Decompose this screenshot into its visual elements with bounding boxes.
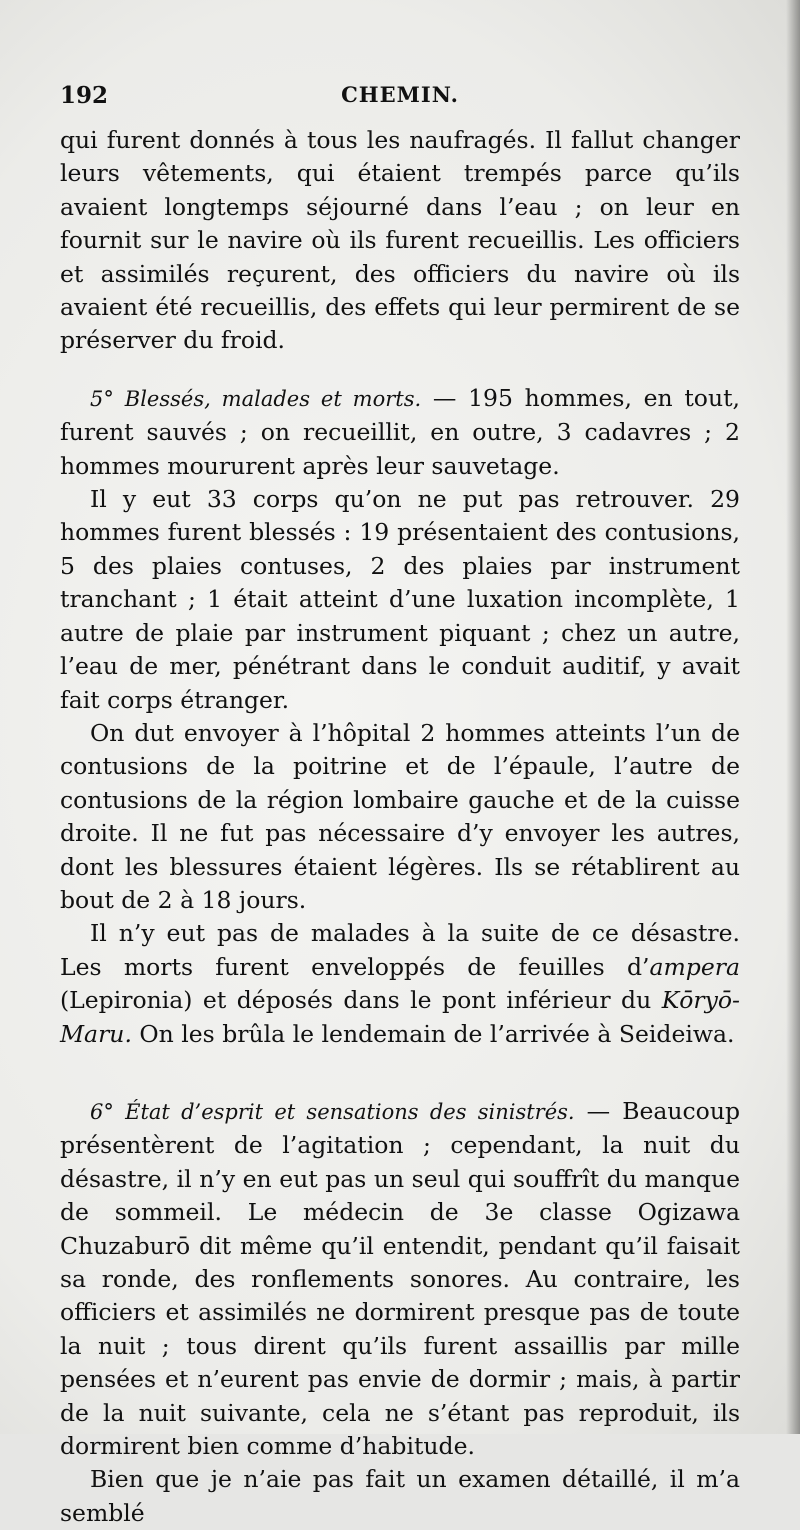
section-heading: 5° Blessés, malades et morts.: [90, 386, 422, 411]
paragraph-text: Il n’y eut pas de malades à la suite de ce désastre. Les morts furent enveloppés de feuilles d’: [60, 919, 740, 981]
section-paragraph: [60, 382, 740, 483]
paragraph-text: (Lepironia) et déposés dans le pont inférieur du: [60, 986, 662, 1015]
ship-name: Kōryō-Maru.: [60, 986, 740, 1048]
paragraph: qui furent donnés à tous les naufragés. Il fallut changer leurs vêtements, qui étaient trempés parce qu’ils avaient longtemps séjourné dans l’eau ; on leur en fournit sur le navire où ils furent recueillis. Les officiers et assimilés reçurent, des officiers du navire où ils avaient été recueillis, des effets qui leur permirent de se préserver du froid.: [60, 126, 740, 355]
running-header: [60, 82, 740, 112]
running-title: CHEMIN.: [341, 82, 459, 107]
paragraph: [60, 917, 740, 1051]
section-paragraph: [60, 1095, 740, 1463]
section-heading: 6° État d’esprit et sensations des sinistrés.: [90, 1099, 575, 1124]
body-text: [60, 124, 740, 1530]
paragraph-text: — Beaucoup présentèrent de l’agitation ; cependant, la nuit du désastre, il n’y en eut pas un seul qui souffrît du manque de sommeil. Le médecin de 3e classe Ogizawa Chuzaburō dit même qu’il entendit, pendant qu’il faisait sa ronde, des ronflements sonores. Au contraire, les officiers et assimilés ne dormirent presque pas de toute la nuit ; tous dirent qu’ils furent assaillis par mille pensées et n’eurent pas envie de dormir ; mais, à partir de la nuit suivante, cela ne s’étant pas reproduit, ils dormirent bien comme d’habitude.: [60, 1096, 741, 1461]
page-number: 192: [60, 82, 109, 109]
paragraph: Il y eut 33 corps qu’on ne put pas retrouver. 29 hommes furent blessés : 19 présentaient des contusions, 5 des plaies contuses, 2 des plaies par instrument tranchant ; 1 était atteint d’une luxation incomplète, 1 autre de plaie par instrument piquant ; chez un autre, l’eau de mer, pénétrant dans le conduit auditif, y avait fait corps étranger.: [60, 485, 740, 714]
paragraph-text: — 195 hommes, en tout, furent sauvés ; on recueillit, en outre, 3 cadavres ; 2 hommes moururent après leur sauvetage.: [60, 383, 740, 480]
italic-term: ampera: [649, 952, 740, 981]
paragraph: On dut envoyer à l’hôpital 2 hommes atteints l’un de contusions de la poitrine et de l’épaule, l’autre de contusions de la région lombaire gauche et de la cuisse droite. Il ne fut pas nécessaire d’y envoyer les autres, dont les blessures étaient légères. Ils se rétablirent au bout de 2 à 18 jours.: [60, 718, 740, 914]
page-edge-shadow: [786, 0, 800, 1434]
paragraph: Bien que je n’aie pas fait un examen détaillé, il m’a semblé: [60, 1465, 740, 1527]
paragraph-text: On les brûla le lendemain de l’arrivée à Seideiwa.: [131, 1019, 735, 1048]
